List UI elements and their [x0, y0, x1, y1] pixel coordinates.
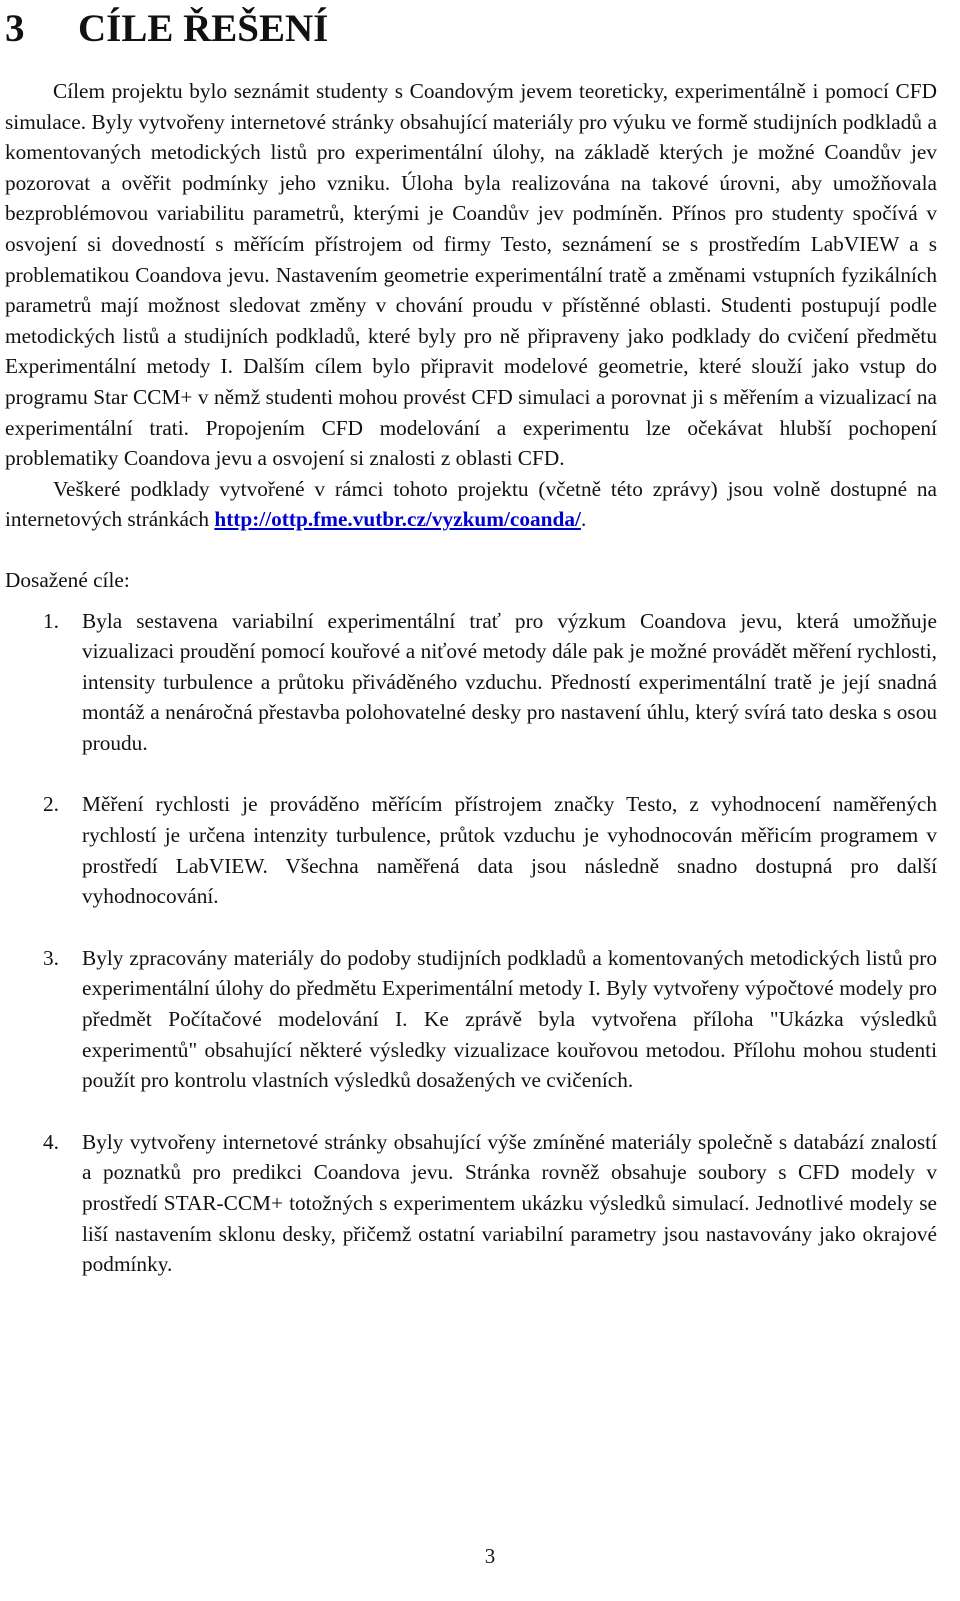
- list-item-text: Měření rychlosti je prováděno měřícím přístrojem značky Testo, z vyhodnocení naměřených rychlostí je určena intenzity turbulence, průtok vzduchu je vyhodnocován měřicím programem v prostředí LabVIEW. Všechna naměřená data jsou následně snadno dostupná pro další vyhodnocování.: [82, 792, 937, 909]
- list-item-marker: 2.: [43, 792, 59, 817]
- list-item-marker: 1.: [43, 608, 59, 633]
- intro-paragraph: Cílem projektu bylo seznámit studenty s Coandovým jevem teoreticky, experimentálně i pomocí CFD simulace. Byly vytvořeny internetové stránky obsahující materiály pro výuku ve formě studijních podkladů a komentovaných metodických listů pro experimentální úlohy, na základě kterých je možné Coandův jev pozorovat a ověřit podmínky jeho vzniku. Úloha byla realizována na takové úrovni, aby umožňovala bezproblémovou variabilitu parametrů, kterými je Coandův jev podmíněn. Přínos pro studenty spočívá v osvojení si dovedností s měřícím přístrojem od firmy Testo, seznámení se s prostředím LabVIEW a s problematikou Coandova jevu. Nastavením geometrie experimentální tratě a změnami vstupních fyzikálních parametrů mají možnost sledovat změny v chování proudu v přístěnné oblasti. Studenti postupují podle metodických listů a studijních podkladů, které byly pro ně připraveny jako podklady do cvičení předmětu Experimentální metody I. Dalším cílem bylo připravit modelové geometrie, které slouží jako vstup do programu Star CCM+ v němž studenti mohou provést CFD simulaci a porovnat ji s měřením a vizualizací na experimentální trati. Propojením CFD modelování a experimentu lze očekávat hlubší pochopení problematiky Coandova jevu a osvojení si znalosti z oblasti CFD.: [5, 79, 937, 471]
- list-item: [5, 943, 937, 1096]
- section-number: 3: [5, 7, 25, 50]
- list-item: [5, 1127, 937, 1280]
- section-heading: [5, 6, 328, 51]
- availability-text: Veškeré podklady vytvořené v rámci tohoto projektu (včetně této zprávy) jsou volně dostupné na internetových stránkách: [5, 476, 937, 532]
- section-title: CÍLE ŘEŠENÍ: [78, 7, 329, 50]
- list-item-text: Byly vytvořeny internetové stránky obsahující výše zmíněné materiály společně s databází znalostí a poznatků pro predikci Coandova jevu. Stránka rovněž obsahuje soubory s CFD modely v prostředí STAR-CCM+ totožných s experimentem ukázku výsledků simulací. Jednotlivé modely se liší nastavením sklonu desky, přičemž ostatní variabilní parametry jsou nastavovány jako okrajové podmínky.: [82, 1129, 937, 1277]
- page-number: 3: [484, 1544, 496, 1568]
- goals-list: [5, 606, 937, 1280]
- availability-paragraph: [5, 474, 937, 535]
- availability-text-end: .: [580, 507, 587, 532]
- body-text: [5, 76, 937, 1311]
- list-item-marker: 3.: [43, 945, 59, 970]
- list-item-text: Byla sestavena variabilní experimentální trať pro výzkum Coandova jevu, která umožňuje vizualizaci proudění pomocí kouřové a niťové metody dále pak je možné provádět měření rychlosti, intensity turbulence a průtoku přiváděného vzduchu. Předností experimentální tratě je její snadná montáž a nenáročná přestavba polohovatelné desky pro nastavení úhlu, který svírá tato deska s osou proudu.: [82, 608, 937, 755]
- list-item-marker: 4.: [43, 1129, 59, 1154]
- list-item: [5, 789, 937, 911]
- list-item: [5, 606, 937, 759]
- goals-heading: Dosažené cíle:: [5, 567, 130, 592]
- project-website-link[interactable]: http://ottp.fme.vutbr.cz/vyzkum/coanda/: [214, 507, 581, 532]
- list-item-text: Byly zpracovány materiály do podoby studijních podkladů a komentovaných metodických listů pro experimentální úlohy do předmětu Experimentální metody I. Byly vytvořeny výpočtové modely pro předmět Počítačové modelování I. Ke zprávě byla vytvořena příloha "Ukázka výsledků experimentů" obsahující některé výsledky vizualizace kouřovou metodou. Přílohu mohou studenti použít pro kontrolu vlastních výsledků dosažených ve cvičeních.: [82, 945, 937, 1093]
